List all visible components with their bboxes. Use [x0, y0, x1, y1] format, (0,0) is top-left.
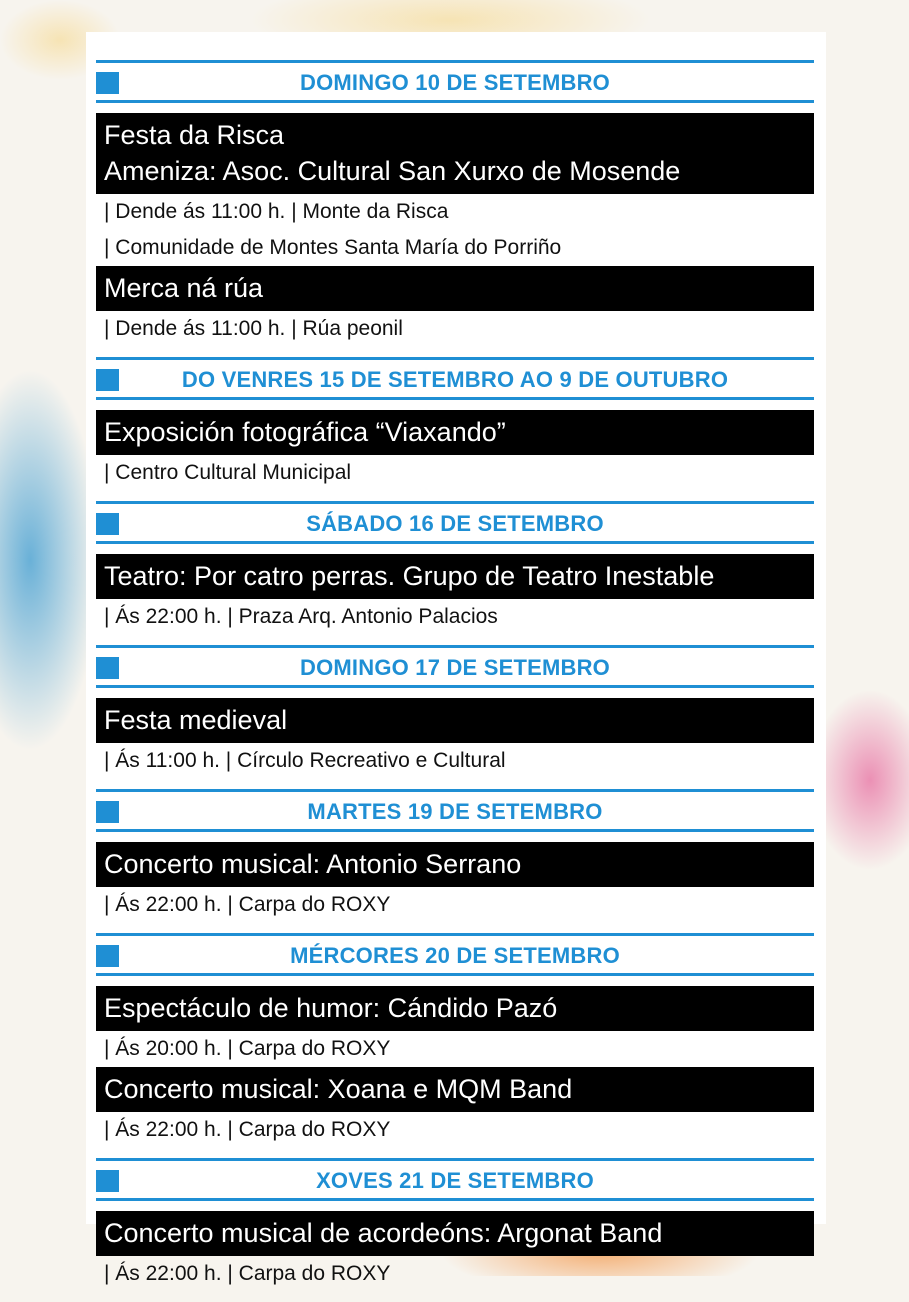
day-header: [96, 501, 814, 544]
day-title: DO VENRES 15 DE SETEMBRO AO 9 DE OUTUBRO: [181, 367, 729, 392]
event-detail: | Ás 11:00 h. | Círculo Recreativo e Cultural: [104, 749, 506, 772]
day-title: XOVES 21 DE SETEMBRO: [316, 1168, 594, 1193]
event-title-line: Teatro: Por catro perras. Grupo de Teatro Inestable: [104, 561, 715, 591]
section-gap: [96, 1148, 814, 1158]
event-detail: | Ás 22:00 h. | Carpa do ROXY: [104, 893, 391, 916]
event-detail: | Centro Cultural Municipal: [104, 461, 352, 484]
event-detail: | Ás 22:00 h. | Carpa do ROXY: [104, 1262, 391, 1285]
event-title-block: [96, 986, 814, 1031]
day-header: [96, 789, 814, 832]
day-header: [96, 357, 814, 400]
event-title-line: Exposición fotográfica “Viaxando”: [104, 417, 506, 447]
event-title-block: [96, 113, 814, 194]
event-title-line: Concerto musical: Antonio Serrano: [104, 849, 522, 879]
section-gap: [96, 635, 814, 645]
event-detail: | Dende ás 11:00 h. | Rúa peonil: [104, 317, 403, 340]
event-detail: | Comunidade de Montes Santa María do Porriño: [104, 236, 562, 259]
event-title-block: [96, 554, 814, 599]
event-detail: | Dende ás 11:00 h. | Monte da Risca: [104, 200, 449, 223]
day-header: [96, 60, 814, 103]
event-title-block: [96, 842, 814, 887]
event-detail: | Ás 22:00 h. | Carpa do ROXY: [104, 1118, 391, 1141]
section-gap: [96, 347, 814, 357]
event-title-block: [96, 698, 814, 743]
day-title: MARTES 19 DE SETEMBRO: [307, 799, 603, 824]
schedule-list: [96, 60, 814, 1302]
day-title: DOMINGO 10 DE SETEMBRO: [300, 70, 610, 95]
section-gap: [96, 923, 814, 933]
section-gap: [96, 491, 814, 501]
event-title-block: [96, 266, 814, 311]
day-header: [96, 933, 814, 976]
day-title: DOMINGO 17 DE SETEMBRO: [300, 655, 610, 680]
event-title-line: Festa da Risca: [104, 120, 285, 150]
event-title-line: Espectáculo de humor: Cándido Pazó: [104, 993, 558, 1023]
event-title-line: Ameniza: Asoc. Cultural San Xurxo de Mosende: [104, 156, 681, 186]
section-gap: [96, 1292, 814, 1302]
event-title-block: [96, 1067, 814, 1112]
section-gap: [96, 779, 814, 789]
day-title: MÉRCORES 20 DE SETEMBRO: [290, 943, 620, 968]
day-header: [96, 1158, 814, 1201]
event-title-line: Merca ná rúa: [104, 273, 264, 303]
event-detail: | Ás 20:00 h. | Carpa do ROXY: [104, 1037, 391, 1060]
event-title-line: Concerto musical: Xoana e MQM Band: [104, 1074, 573, 1104]
event-title-line: Festa medieval: [104, 705, 288, 735]
event-title-block: [96, 1211, 814, 1256]
event-detail: | Ás 22:00 h. | Praza Arq. Antonio Palacios: [104, 605, 498, 628]
event-title-block: [96, 410, 814, 455]
day-title: SÁBADO 16 DE SETEMBRO: [306, 511, 604, 536]
event-title-line: Concerto musical de acordeóns: Argonat Band: [104, 1218, 663, 1248]
day-header: [96, 645, 814, 688]
